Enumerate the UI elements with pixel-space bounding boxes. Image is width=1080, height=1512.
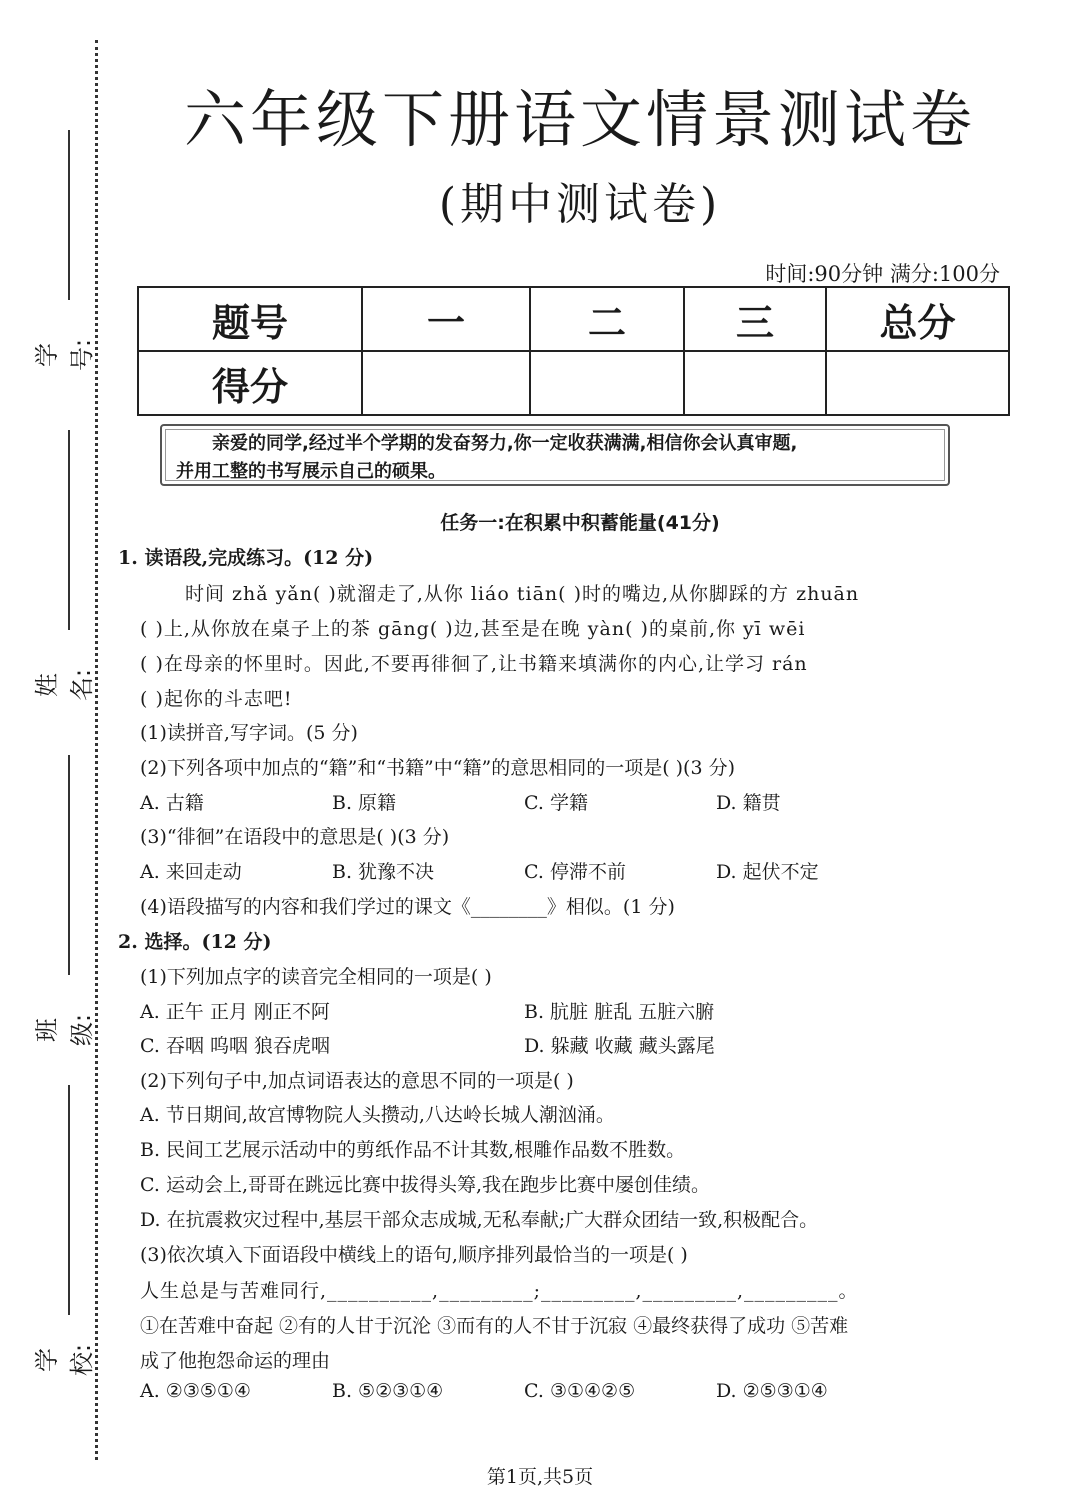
option-a[interactable]: A. ②③⑤①④: [140, 1380, 251, 1402]
score-header-cell: 一: [362, 287, 530, 351]
choices-line: 成了他抱怨命运的理由: [140, 1350, 331, 1372]
page-subtitle: (期中测试卷): [438, 179, 722, 230]
school-label: 学校:: [33, 1343, 96, 1377]
time-info: 时间:90分钟 满分:100分: [765, 262, 1000, 286]
name-label: 姓名:: [33, 668, 96, 702]
passage-line: ( )在母亲的怀里时。因此,不要再徘徊了,让书籍来填满你的内心,让学习 rán: [140, 653, 808, 675]
passage-line: ( )起你的斗志吧!: [140, 688, 293, 710]
option-c[interactable]: C. ③①④②⑤: [524, 1380, 636, 1402]
name-line: [68, 430, 70, 630]
option-a[interactable]: A. 节日期间,故宫博物院人头攒动,八达岭长城人潮汹涌。: [140, 1104, 615, 1126]
score-header-cell: 三: [684, 287, 826, 351]
option-c[interactable]: C. 停滞不前: [524, 861, 626, 883]
option-d[interactable]: D. 籍贯: [716, 792, 781, 814]
notice-line-2: 并用工整的书写展示自己的硕果。: [176, 461, 446, 482]
option-b[interactable]: B. 原籍: [332, 792, 397, 814]
page-footer: 第1页,共5页: [486, 1466, 594, 1488]
option-d[interactable]: D. 躲藏 收藏 藏头露尾: [524, 1035, 715, 1057]
page-title: 六年级下册语文情景测试卷: [183, 83, 976, 156]
school-line: [68, 1085, 70, 1315]
question-2-sub-1: (1)下列加点字的读音完全相同的一项是( ): [140, 966, 492, 988]
question-2-sub-3-stem: 人生总是与苦难同行,__________,_________;_________,_________,_________。: [140, 1280, 859, 1302]
option-d[interactable]: D. 起伏不定: [716, 861, 819, 883]
question-1-heading: 1. 读语段,完成练习。(12 分): [118, 547, 374, 569]
option-c[interactable]: C. 吞咽 呜咽 狼吞虎咽: [140, 1035, 331, 1057]
class-line: [68, 755, 70, 975]
question-1-sub-2: (2)下列各项中加点的“籍”和“书籍”中“籍”的意思相同的一项是( )(3 分): [140, 757, 736, 779]
option-a[interactable]: A. 古籍: [140, 792, 204, 814]
notice-box: [160, 424, 950, 486]
question-2-sub-2: (2)下列句子中,加点词语表达的意思不同的一项是( ): [140, 1070, 574, 1092]
option-b[interactable]: B. 肮脏 脏乱 五脏六腑: [524, 1001, 715, 1023]
question-2-heading: 2. 选择。(12 分): [118, 931, 272, 953]
question-1-sub-1: (1)读拼音,写字词。(5 分): [140, 722, 358, 744]
option-d[interactable]: D. 在抗震救灾过程中,基层干部众志成城,无私奉献;广大群众团结一致,积极配合。: [140, 1209, 819, 1231]
question-1-sub-3: (3)“徘徊”在语段中的意思是( )(3 分): [140, 826, 450, 848]
passage-line: ( )上,从你放在桌子上的茶 gāng( )边,甚至是在晚 yàn( )的桌前,你 yī wēi: [140, 618, 806, 640]
option-b[interactable]: B. 犹豫不决: [332, 861, 435, 883]
score-cell[interactable]: [826, 351, 1009, 415]
score-cell[interactable]: [684, 351, 826, 415]
task-heading: 任务一:在积累中积蓄能量(41分): [440, 512, 720, 534]
student-id-label: 学号:: [33, 338, 96, 372]
choices-line: ①在苦难中奋起 ②有的人甘于沉沦 ③而有的人不甘于沉寂 ④最终获得了成功 ⑤苦难: [140, 1315, 849, 1337]
score-header-cell: 总分: [826, 287, 1009, 351]
option-c[interactable]: C. 学籍: [524, 792, 588, 814]
class-label: 班级:: [33, 1013, 96, 1047]
option-b[interactable]: B. ⑤②③①④: [332, 1380, 444, 1402]
passage-line: 时间 zhǎ yǎn( )就溜走了,从你 liáo tiān( )时的嘴边,从你脚踩的方 zhuān: [185, 583, 860, 605]
option-a[interactable]: A. 来回走动: [140, 861, 242, 883]
option-b[interactable]: B. 民间工艺展示活动中的剪纸作品不计其数,根雕作品数不胜数。: [140, 1139, 686, 1161]
option-a[interactable]: A. 正午 正月 刚正不阿: [140, 1001, 330, 1023]
notice-line-1: 亲爱的同学,经过半个学期的发奋努力,你一定收获满满,相信你会认真审题,: [212, 433, 798, 454]
question-1-sub-4: (4)语段描写的内容和我们学过的课文《________》相似。(1 分): [140, 896, 675, 918]
score-header-cell: 二: [530, 287, 684, 351]
score-header-cell: 题号: [138, 287, 362, 351]
question-2-sub-3: (3)依次填入下面语段中横线上的语句,顺序排列最恰当的一项是( ): [140, 1244, 688, 1266]
score-table: [137, 286, 1010, 416]
option-c[interactable]: C. 运动会上,哥哥在跳远比赛中拔得头筹,我在跑步比赛中屡创佳绩。: [140, 1174, 711, 1196]
option-d[interactable]: D. ②⑤③①④: [716, 1380, 828, 1402]
student-id-line: [68, 130, 70, 300]
score-cell[interactable]: [362, 351, 530, 415]
binding-dashed-line: [95, 40, 98, 1460]
score-cell[interactable]: [530, 351, 684, 415]
score-row-label: 得分: [138, 351, 362, 415]
